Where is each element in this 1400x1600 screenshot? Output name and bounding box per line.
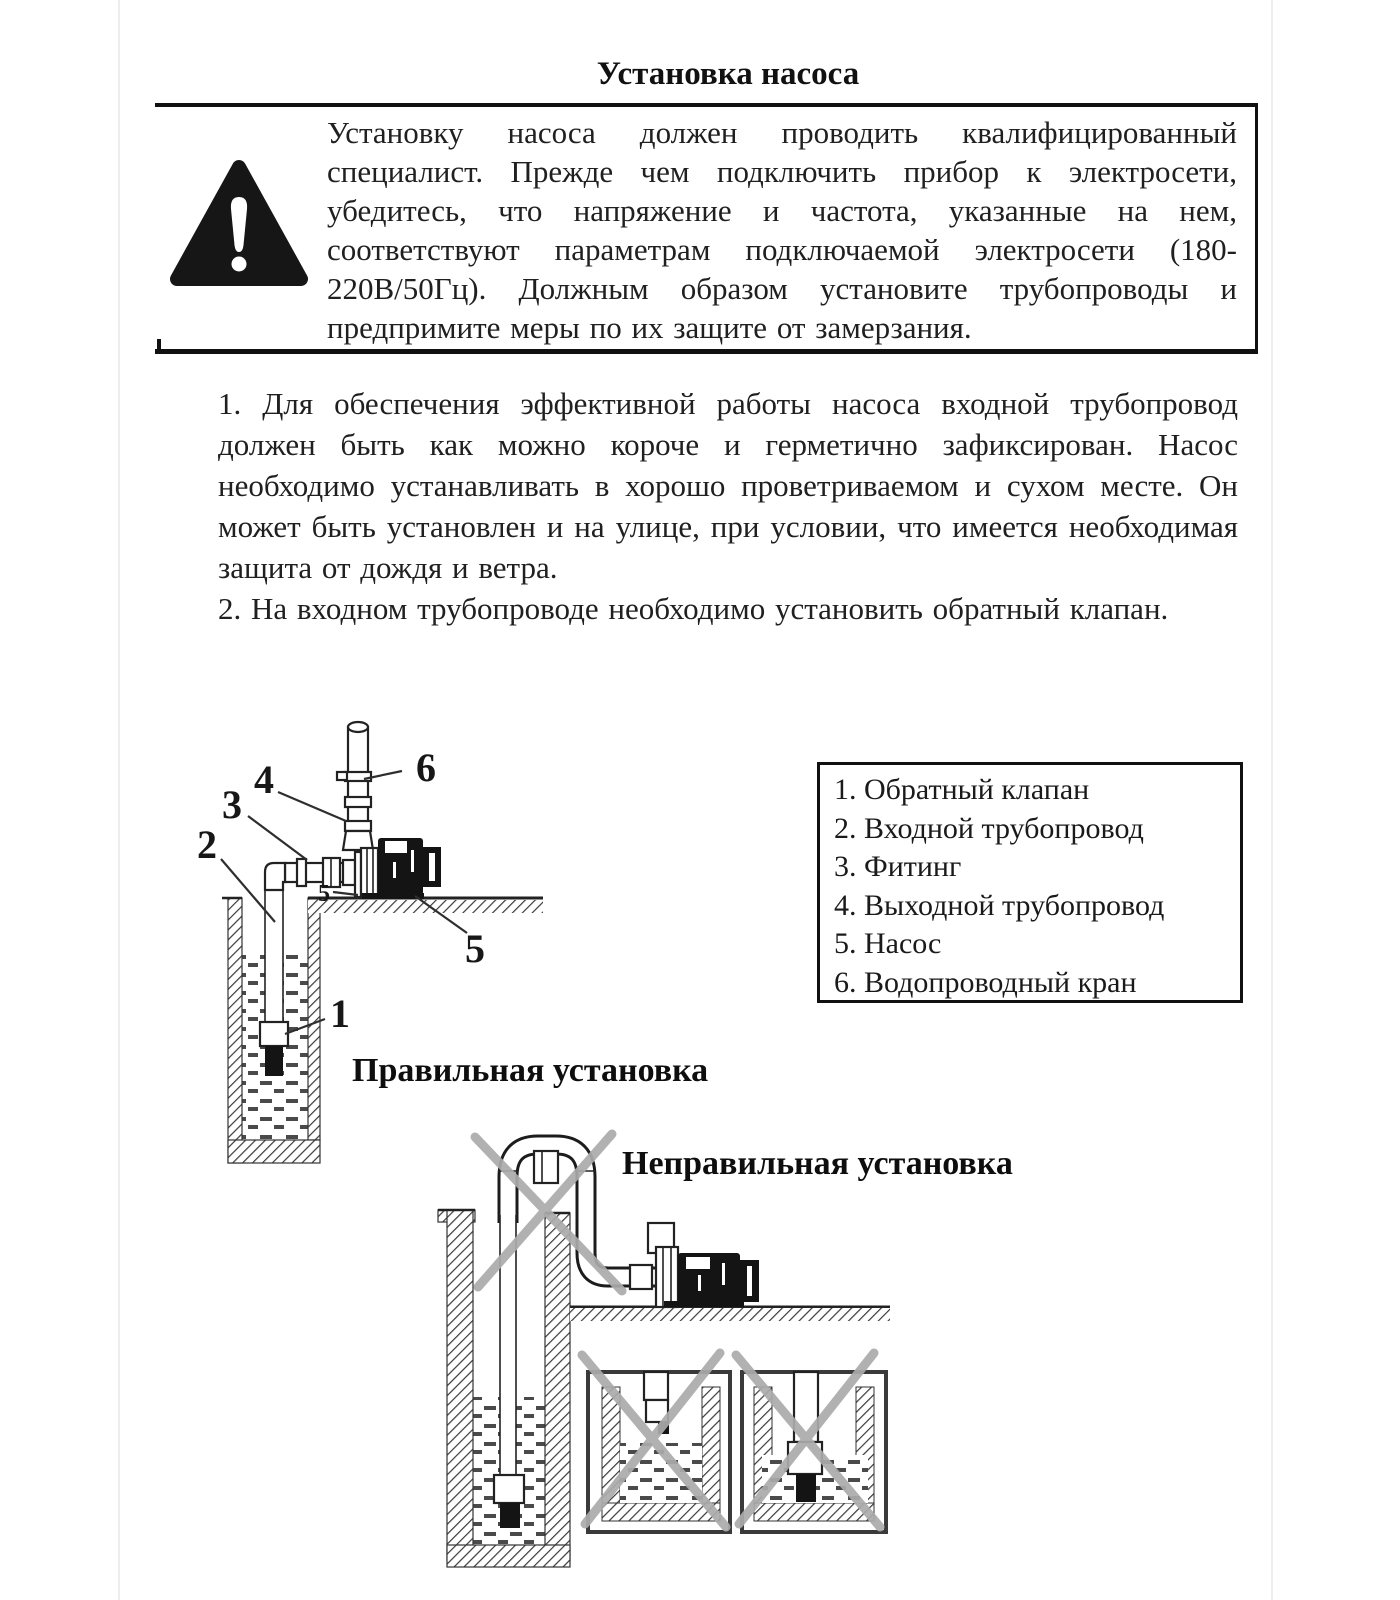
caption-incorrect-installation: Неправильная установка: [622, 1145, 1013, 1182]
instruction-item-1: 1. Для обеспечения эффективной работы насоса входной трубопровод должен быть как можно короче и герметично зафиксирован. Насос необходимо устанавливать в хорошо проветриваемом и сухом месте. Он может быть установлен и на улице, при условии, что имеется необходимая защита от дождя и ветра.: [218, 386, 1238, 585]
instruction-item-2: 2. На входном трубопроводе необходимо установить обратный клапан.: [218, 591, 1169, 626]
well-wall-right: [545, 1213, 570, 1560]
ground-surface: [570, 1307, 890, 1321]
legend-item: 5. Насос: [834, 927, 942, 960]
elbow: [265, 863, 285, 890]
label-1: 1: [330, 991, 350, 1036]
arch-fitting: [534, 1151, 558, 1183]
warning-box-corner-tick: [157, 339, 161, 349]
pump-base: [664, 1301, 744, 1307]
well-bottom: [447, 1545, 570, 1567]
ground-surface: [308, 898, 543, 913]
pump-base: [362, 893, 424, 899]
wrong-example-valve-at-bottom: [736, 1353, 886, 1532]
label-3: 3: [222, 782, 242, 827]
page-edge-right: [1271, 0, 1273, 1600]
legend-item: 6. Водопроводный кран: [834, 965, 1137, 999]
pump: [648, 1223, 759, 1307]
label-5-small: 5: [318, 881, 330, 907]
pump-housing: [361, 848, 378, 898]
label-2: 2: [197, 822, 217, 867]
tap: [345, 772, 371, 781]
wrong-example-valve-above-water: [582, 1353, 730, 1532]
ground-hatch: [308, 900, 543, 913]
page-edge-left: [118, 0, 120, 1600]
well-bottom: [228, 1140, 320, 1163]
label-6: 6: [416, 745, 436, 790]
legend-item: 3. Фитинг: [834, 850, 962, 883]
check-valve: [494, 1475, 524, 1503]
outlet-pipe: [337, 722, 373, 850]
instructions: [218, 383, 1238, 629]
legend-item: 2. Входной трубопровод: [834, 811, 1144, 845]
ground-hatch: [570, 1308, 890, 1321]
legend-item: 4. Выходной трубопровод: [834, 888, 1165, 922]
well-wall-left: [447, 1210, 473, 1560]
well-wall-left: [228, 898, 242, 1163]
warning-text: Установку насоса должен проводить квалифицированный специалист. Прежде чем подключить прибор к электросети, убедитесь, что напряжение и частота, указанные на нем, соответствуют параметрам подключаемой электросети (180-220В/50Гц). Должным образом установите трубопроводы и предпримите меры по их защите от замерзания.: [327, 115, 1237, 345]
legend-box: [817, 762, 1243, 1003]
label-4: 4: [254, 757, 274, 802]
warning-box: [155, 103, 1258, 354]
pump-housing: [656, 1247, 678, 1307]
pump: [355, 838, 441, 899]
legend-item: 1. Обратный клапан: [834, 773, 1090, 806]
label-5: 5: [465, 926, 485, 971]
page-title: Установка насоса: [596, 56, 860, 92]
tap-handle: [337, 772, 347, 780]
figure-incorrect-installation: [430, 1115, 1050, 1580]
figure-correct-installation: [180, 700, 780, 1175]
well-wall-right: [308, 898, 320, 1140]
caption-correct-installation: Правильная установка: [352, 1052, 709, 1089]
warning-triangle-icon: [169, 159, 309, 289]
